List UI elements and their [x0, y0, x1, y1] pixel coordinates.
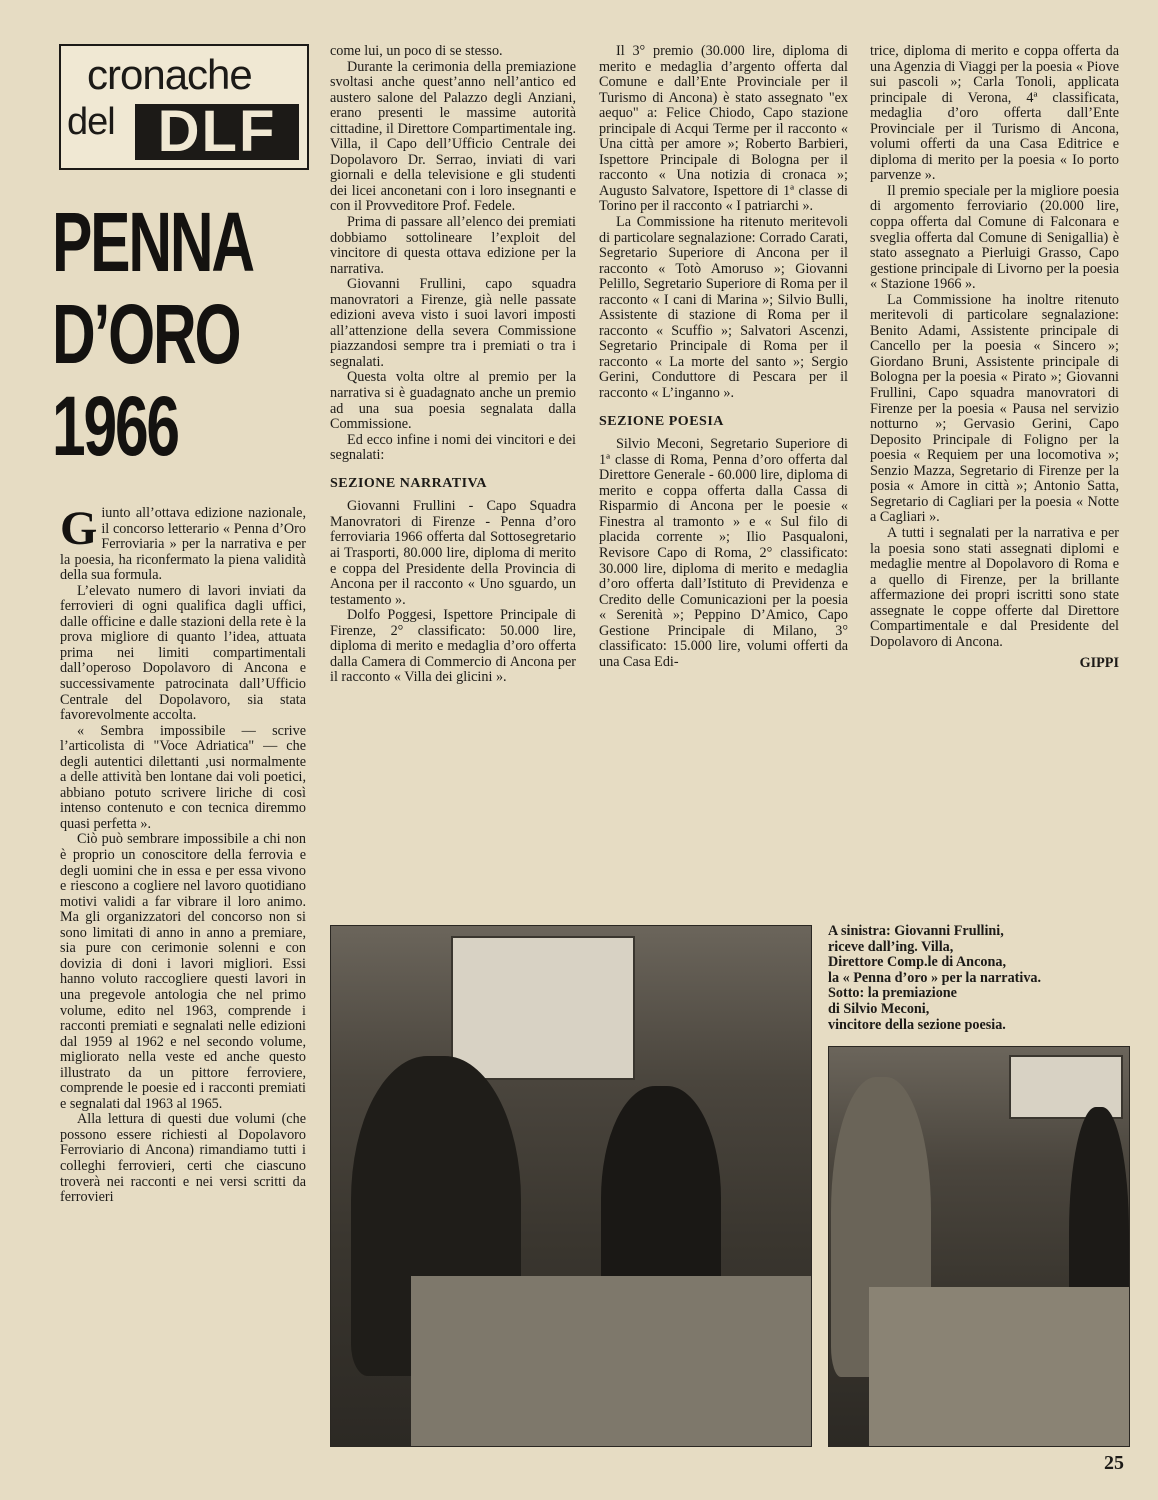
awards-table: [869, 1287, 1129, 1446]
paragraph: Alla lettura di questi due volumi (che possono essere richiesti al Dopolavoro Ferroviario di Ancona) rimandiamo tutti i colleghi ferrovieri, certi che ciascuno troverà nei racconti e nei versi scritti da ferrovieri: [60, 1111, 306, 1206]
paragraph: « Sembra impossibile — scrive l’articolista di "Voce Adriatica" — che degli autentici dilettanti ,usi normalmente a delle attività ben lontane dai voli poetici, abbiano potuto scrivere liriche di così intenso contenuto e con tecnica diremmo quasi perfetta ».: [60, 722, 306, 832]
caption-line: di Silvio Meconi,: [828, 1000, 930, 1017]
awards-table: [411, 1276, 811, 1446]
paragraph: Il 3° premio (30.000 lire, diploma di merito e medaglia d’argento offerta dal Comune e dall’Ente Provinciale per il Turismo di Ancona) è stato assegnato "ex aequo" a: Felice Chiodo, Capo stazione principale di Acqui Terme per il racconto « Una città per amore »; Roberto Barbieri, Ispettore Principale di Bologna per il racconto « Una notizia di cronaca »; Augusto Salvatore, Ispettore di 1ª classe di Torino per il racconto « I patriarchi ».: [599, 44, 848, 215]
paragraph: Questa volta oltre al premio per la narrativa si è guadagnato anche un premio ad una sua poesia segnalata dalla Commissione.: [330, 369, 576, 433]
paragraph: Dolfo Poggesi, Ispettore Principale di Firenze, 2° classificato: 50.000 lire, diploma di merito e medaglia d’oro offerta dalla Camera di Commercio di Ancona per il racconto « Villa dei glicini ».: [330, 607, 576, 686]
photo-caption: [828, 924, 1128, 1033]
section-heading: SEZIONE NARRATIVA: [330, 475, 487, 491]
paragraph: Giovanni Frullini - Capo Squadra Manovratori di Firenze - Penna d’oro ferroviaria 1966 offerta dal Sottosegretario ai Trasporti, 80.000 lire, diploma di merito e coppa del Presidente della Provincia di Ancona per il racconto « Uno sguardo, un testamento ».: [330, 498, 576, 608]
caption-line: A sinistra: Giovanni Frullini,: [828, 923, 1004, 939]
column-logo: [59, 44, 309, 170]
paragraph: [60, 506, 306, 584]
paragraph: Durante la cerimonia della premiazione svoltasi anche quest’anno nell’antico ed austero salone del Palazzo degli Anziani, erano presenti le massime autorità cittadine, il Direttore Compartimentale ing. Villa, il Capo dell’Ufficio Centrale dei Dopolavoro Dr. Serrao, inviati di vari giornali e della televisione e gli studenti dei licei anconetani con i loro insegnanti e con il Provveditore Prof. Fedele.: [330, 58, 576, 215]
paragraph: La Commissione ha ritenuto meritevoli di particolare segnalazione: Corrado Carati, Segretario Superiore di Ancona per il racconto « Totò Amoruso »; Giovanni Pelillo, Segretario Superiore di Roma per il racconto « I cani di Marina »; Silvio Bulli, Assistente di stazione di Roma per il racconto « Scuffio »; Salvatori Ascenzi, Segretario Principale di Roma per il racconto « La morte del santo »; Sergio Gerini, Conduttore di Pescara per il racconto « L’inganno ».: [599, 214, 848, 402]
caption-line: Direttore Comp.le di Ancona,: [828, 954, 1006, 971]
headline-line1: PENNA: [52, 195, 253, 289]
photo-award-narrativa: [330, 925, 812, 1447]
paragraph: A tutti i segnalati per la narrativa e per la poesia sono stati assegnati diplomi e medaglie mentre al Dopolavoro di Roma e a quello di Firenze, per la brillante affermazione dei propri iscritti sono state assegnate le coppe offerte dal Direttore Compartimentale e dal Presidente del Dopolavoro di Ancona.: [870, 524, 1119, 650]
headline-line3: 1966: [52, 379, 178, 473]
photo-award-poesia: [828, 1046, 1130, 1447]
paragraph-text: iunto all’ottava edizione nazionale, il concorso letterario « Penna d’Oro Ferroviaria » per la narrativa e per la poesia, ha riconfermato la piena validità della sua formula.: [60, 506, 306, 584]
caption-line: la « Penna d’oro » per la narrativa.: [828, 969, 1042, 986]
headline-line2: D’ORO: [52, 287, 240, 381]
paragraph: trice, diploma di merito e coppa offerta da una Agenzia di Viaggi per la poesia « Piove sui pascoli »; Carla Tonoli, applicata principale di Verona, 4ª classificata, medaglia d’oro offerta dall’Ente Provinciale per il Turismo di Ancona, volumi offerti da una Casa Editrice e diploma di merito per la poesia « Io porto parvenze ».: [870, 44, 1119, 184]
article-headline: [52, 196, 302, 472]
paragraph: Il premio speciale per la migliore poesia di argomento ferroviario (20.000 lire, coppa offerta dal Comune di Falconara e sveglia offerta dal Comune di Senigallia) è stato assegnato a Pierluigi Grasso, Capo gestione principale di Livorno per la poesia « Stazione 1966 ».: [870, 182, 1119, 293]
page-number: 25: [1104, 1452, 1124, 1474]
article-column-2: [330, 44, 576, 884]
section-heading: SEZIONE POESIA: [599, 413, 724, 429]
caption-line: Sotto: la premiazione: [828, 985, 957, 1002]
caption-line: vincitore della sezione poesia.: [828, 1016, 1006, 1033]
article-column-1: [60, 506, 306, 1450]
paragraph: Prima di passare all’elenco dei premiati dobbiamo sottolineare l’exploit del vincitore di questa ottava edizione per la narrativa.: [330, 214, 576, 277]
paragraph: La Commissione ha inoltre ritenuto meritevoli di particolare segnalazione: Benito Adami, Assistente principale di Cancello per la poesia « Sincero »; Giordano Bruni, Assistente principale di Bologna per la poesia « Pirato »; Giovanni Frullini, Capo squadra manovratori di Firenze per la poesia « Pausa nel servizio notturno »; Gervasio Gerini, Capo Deposito Principale di Foligno per la poesia « Requiem per una locomotiva »; Senzio Mazza, Segretario di Firenze per la posia « Amore in città »; Antonio Satta, Segretario di Cagliari per la poesia « Notte a Cagliari ».: [870, 291, 1119, 526]
drop-cap: G: [60, 506, 98, 555]
wall-plaque: [451, 936, 635, 1080]
paragraph: Silvio Meconi, Segretario Superiore di 1ª classe di Roma, Penna d’oro offerta dal Direttore Generale - 60.000 lire, diploma di merito e coppa offerta dalla Cassa di Risparmio di Ancona per le poesie « Finestra al tramonto » e « Sul filo di placida corrente »; Ilio Pasqualoni, Revisore Capo di Roma, 2° classificato: 30.000 lire, diploma di merito e medaglia d’oro offerta dall’Istituto di Previdenza e Credito delle Comunicazioni per la poesia « Serenità »; Peppino D’Amico, Capo Gestione Principale di Milano, 3° classificato: 15.000 lire, volumi offerti da una Casa Edi-: [599, 436, 848, 670]
paragraph: L’elevato numero di lavori inviati da ferrovieri di ogni qualifica dagli uffici, dalle officine e dalle stazioni della rete è la prova migliore di quanto l’idea, attuata prima nei limiti compartimentali dall’operoso Dopolavoro di Ancona e successivamente patrocinata dall’Ufficio Centrale del Dopolavoro, sia stata favorevolmente accolta.: [60, 582, 306, 724]
logo-line2: del: [67, 101, 115, 143]
paragraph: come lui, un poco di se stesso.: [330, 44, 503, 59]
logo-line3: DLF: [135, 104, 299, 160]
author-signature: GIPPI: [1079, 655, 1119, 672]
paragraph: Giovanni Frullini, capo squadra manovratori a Firenze, già nelle passate edizioni aveva visto i suoi lavori imposti all’attenzione della severa Commissione piazzandosi sempre tra i premiati o tra i segnalati.: [330, 276, 576, 370]
article-column-4: [870, 44, 1119, 884]
logo-line1: cronache: [87, 51, 252, 98]
caption-line: riceve dall’ing. Villa,: [828, 938, 954, 955]
paragraph: Ed ecco infine i nomi dei vincitori e dei segnalati:: [330, 431, 576, 464]
paragraph: Ciò può sembrare impossibile a chi non è proprio un conoscitore della ferrovia e degli uomini che in essa e per essa vivono e riescono a cogliere nel lavoro quotidiano motivi validi a far vibrare il loro animo. Ma gli organizzatori del concorso non si sono limitati di anno in anno a premiare, sia pure con cerimonie solenni e con dovizia di doni i lavori migliori. Essi hanno voluto raccogliere questi lavori in una pregevole antologia che nel primo volume, edito nel 1963, comprende i racconti premiati e segnalati nelle edizioni dal 1959 al 1962 e nel secondo volume, migliorato nella veste ed anche questo illustrato da un pittore ferroviere, comprende le poesie ed i racconti premiati e segnalati dal 1963 al 1965.: [60, 831, 306, 1112]
article-column-3: [599, 44, 848, 884]
